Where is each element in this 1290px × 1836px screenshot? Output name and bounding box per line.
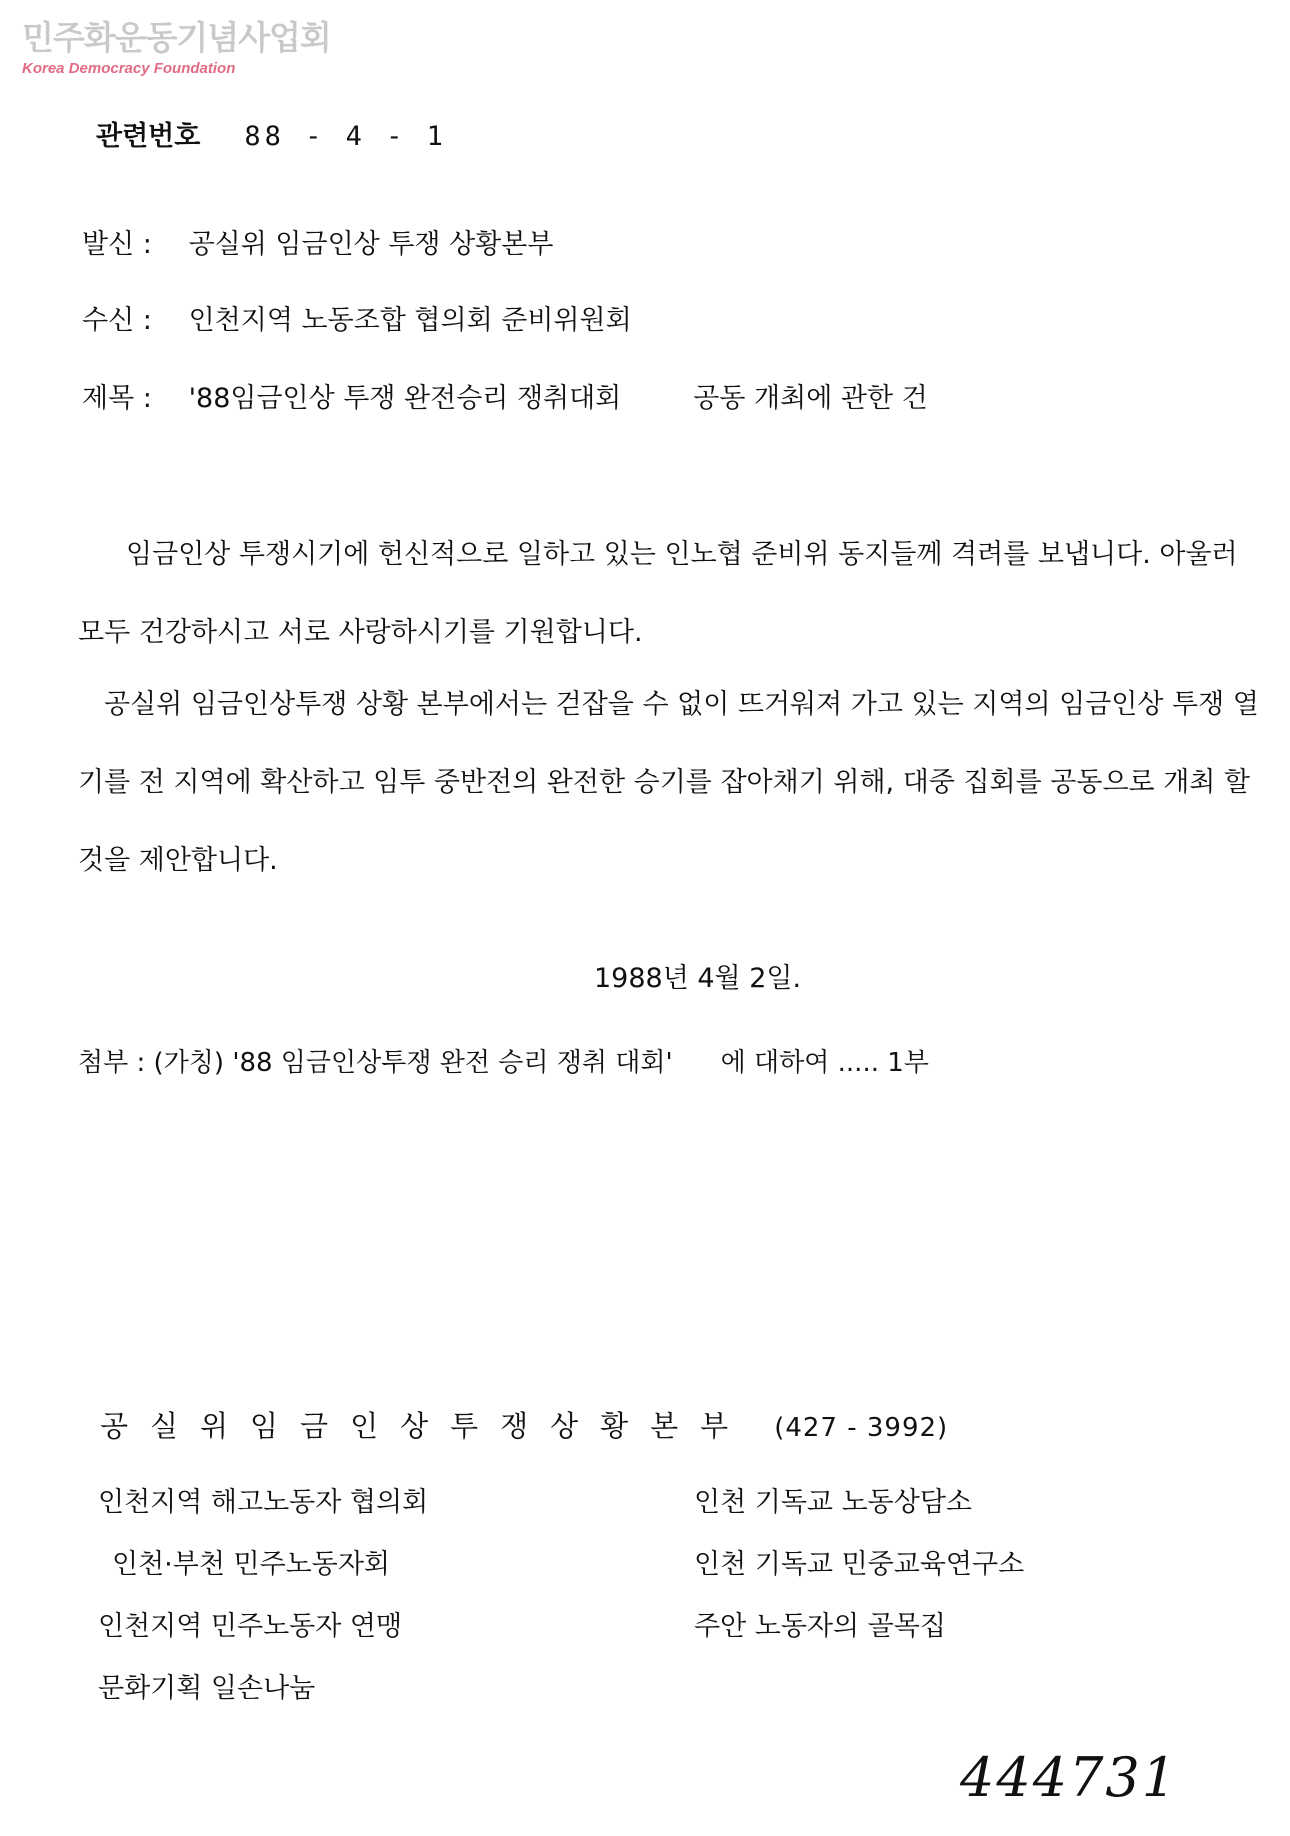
subject-part1: '88임금인상 투쟁 완전승리 쟁취대회 (188, 383, 622, 414)
subject-line (82, 382, 928, 416)
recipient-value: 인천지역 노동조합 협의회 준비위원회 (188, 305, 632, 336)
sender-org-left: 인천지역 해고노동자 협의회 (98, 1487, 429, 1518)
sender-org-right: 인천 기독교 민중교육연구소 (694, 1549, 1025, 1580)
recipient-line (82, 304, 632, 338)
attachment-label: 첨부 : (78, 1048, 146, 1078)
attachment-title: (가칭) '88 임금인상투쟁 완전 승리 쟁취 대회' (153, 1048, 673, 1078)
sender-org-left: 문화기획 일손나눔 (98, 1673, 316, 1704)
body-paragraph-2: 공실위 임금인상투쟁 상황 본부에서는 걷잡을 수 없이 뜨거워져 가고 있는 지역의 임금인상 투쟁 열기를 전 지역에 확산하고 임투 중반전의 완전한 승기를 잡아채기 위해, 대중 집회를 공동으로 개최 할것을 제안합니다. (78, 689, 1259, 876)
issuing-headquarters (100, 1406, 948, 1448)
foundation-logo (22, 18, 331, 78)
reference-label: 관련번호 (96, 121, 201, 152)
sender-org-left: 인천·부천 민주노동자회 (112, 1549, 390, 1580)
sender-value: 공실위 임금인상 투쟁 상황본부 (188, 229, 554, 260)
logo-english-text: Korea Democracy Foundation (22, 60, 236, 77)
reference-number-line (96, 120, 447, 154)
sender-org-right: 인천 기독교 노동상담소 (694, 1487, 972, 1518)
archive-document-number: 444731 (960, 1746, 1179, 1809)
headquarters-name: 공실위임금인상투쟁상황본부 (100, 1409, 751, 1443)
subject-part2: 공동 개최에 관한 건 (693, 383, 928, 414)
attachment-suffix: 에 대하여 ..... 1부 (720, 1048, 929, 1078)
sender-line (82, 228, 553, 262)
document-date: 1988년 4월 2일. (594, 963, 802, 994)
subject-label: 제목 : (82, 383, 152, 414)
attachment-line (78, 1046, 929, 1080)
sender-org-right: 주안 노동자의 골목집 (694, 1611, 946, 1642)
sender-org-left: 인천지역 민주노동자 연맹 (98, 1611, 403, 1642)
body-paragraph-1: 임금인상 투쟁시기에 헌신적으로 일하고 있는 인노협 준비위 동지들께 격려를 보냅니다. 아울러 모두 건강하시고 서로 사랑하시기를 기원합니다. (78, 539, 1238, 648)
logo-korean-text: 민주화운동기념사업회 (22, 18, 331, 57)
sender-label: 발신 : (82, 229, 152, 260)
headquarters-phone: (427 - 3992) (774, 1413, 949, 1443)
recipient-label: 수신 : (82, 305, 152, 336)
reference-number: 88 - 4 - 1 (244, 121, 447, 152)
